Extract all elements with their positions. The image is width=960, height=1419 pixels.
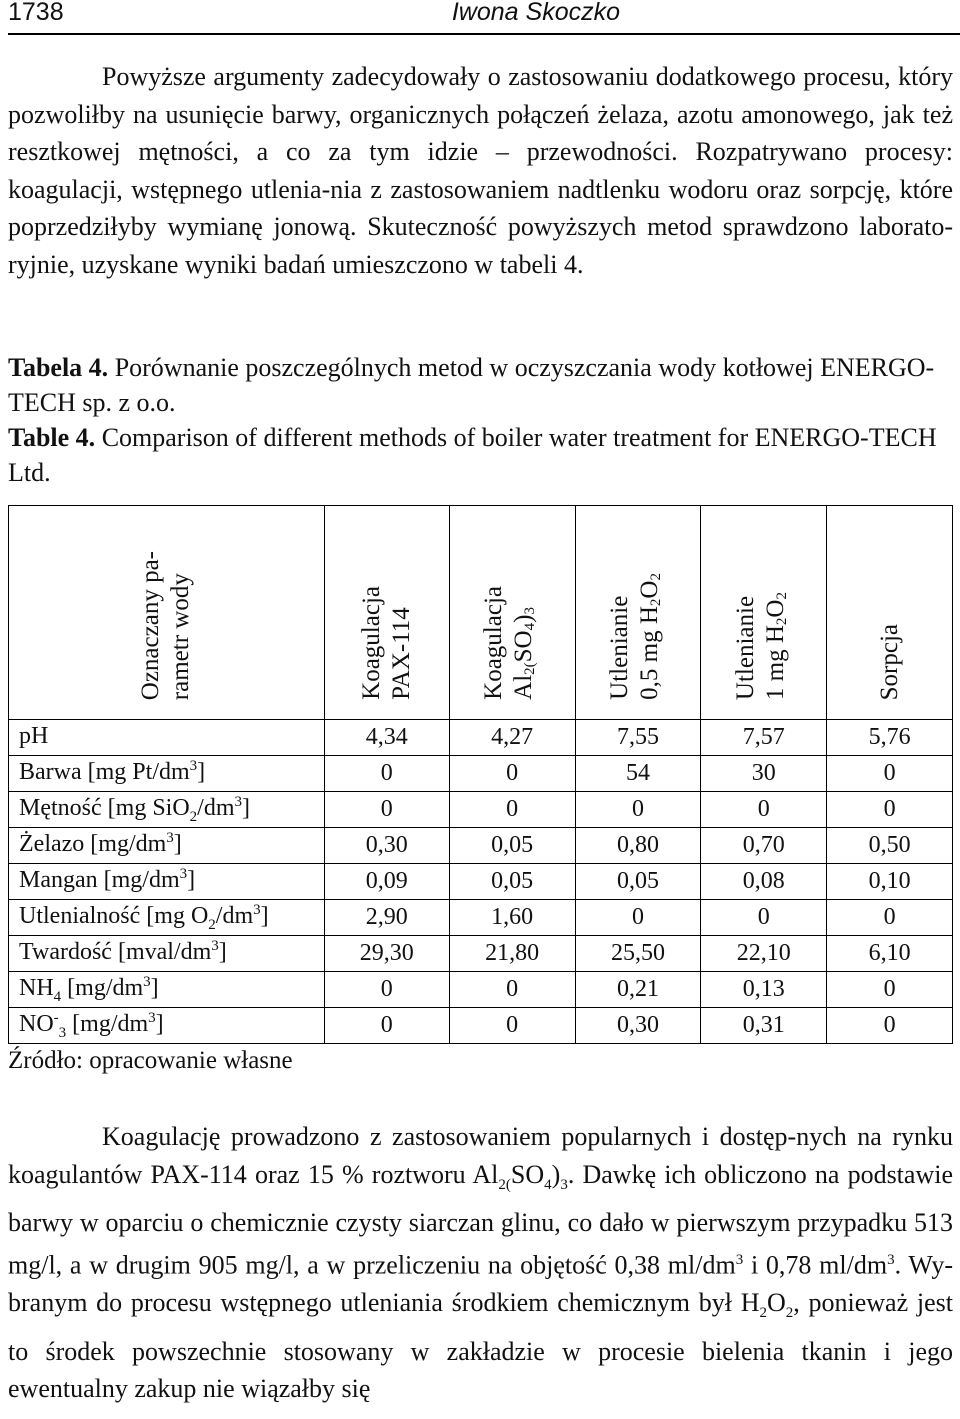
table-caption-pl [8,350,953,420]
header-coag-al: Koagulacja $Al_{2(}SO_4)_3$ [449,506,575,720]
table-row [9,1008,953,1044]
row-label: $NO^-_3$ $[mg/dm^3]$ [9,1008,325,1044]
table-caption-pl-text: Porównanie poszczególnych metod w oczyszczania wody kotłowej ENERGO-TECH sp. z o.o. [8,353,935,417]
page-header [0,0,960,34]
table-cell: 0,09 [324,864,449,900]
header-parameter: Oznaczany pa- rametr wody [9,506,325,720]
header-coag-pax: Koagulacja PAX-114 [324,506,449,720]
table-row [9,828,953,864]
table-caption-en-label: Table 4. [8,423,96,452]
coagulation-paragraph: Koagulację prowadzono z zastosowaniem popularnych i dostęp-nych na rynku koagulantów PAX-114 oraz 15 % roztworu $Al_{2(}SO_4)_3$. Dawkę ich obliczono na podstawie barwy w oparciu o chemicznie czysty siarczan glinu, co dało w pierwszym przypadku 513 mg/l, a w drugim 905 mg/l, a w przeliczeniu na objętość 0,38 $ml/dm^3$ i 0,78 $ml/dm^3$. Wy-branym do procesu wstępnego utleniania środkiem chemicznym był $H_2O_2$, ponieważ jest to środek powszechnie stosowany w zakładzie w procesie bielenia tkanin i jego ewentualny zakup nie wiązałby się [8,1122,953,1404]
row-label: Mętność [mg $SiO_2/dm^3$] [9,792,325,828]
table-header-row [9,506,953,720]
table-cell: 0 [827,1008,953,1044]
table-cell: 4,34 [324,720,449,756]
table-row [9,900,953,936]
table-cell: 0 [827,792,953,828]
table-cell: 21,80 [449,936,575,972]
table-cell: 22,10 [701,936,827,972]
table-cell: 7,55 [575,720,701,756]
table-cell: 0 [827,972,953,1008]
table-cell: 0 [449,756,575,792]
table-cell: 29,30 [324,936,449,972]
row-label: Twardość $[mval/dm^3]$ [9,936,325,972]
table-row [9,864,953,900]
table-cell: 0,05 [575,864,701,900]
table-cell: 0 [827,756,953,792]
table-cell: 0,80 [575,828,701,864]
row-label: Barwa [mg $Pt/dm^3$] [9,756,325,792]
table-cell: 7,57 [701,720,827,756]
table-cell: 0,05 [449,828,575,864]
comparison-table [8,505,953,1044]
table-cell: 0,31 [701,1008,827,1044]
header-sorption: Sorpcja [827,506,953,720]
table-cell: 0 [324,792,449,828]
running-head-author: Iwona Skoczko [451,0,620,26]
table-cell: 0,05 [449,864,575,900]
table-row [9,792,953,828]
table-cell: 0,50 [827,828,953,864]
table-cell: 0 [324,972,449,1008]
table-cell: 0,30 [324,828,449,864]
table-cell: 0,13 [701,972,827,1008]
table-caption-en [8,420,953,490]
table-cell: 0 [324,1008,449,1044]
table-cell: 0 [449,972,575,1008]
table-row [9,720,953,756]
table-caption-en-text: Comparison of different methods of boiler water treatment for ENERGO-TECH Ltd. [8,423,937,487]
table-cell: 0 [827,900,953,936]
row-label: Mangan $[mg/dm^3]$ [9,864,325,900]
table-row [9,756,953,792]
table-cell: 0 [701,792,827,828]
table-cell: 0 [449,792,575,828]
table-cell: 0,10 [827,864,953,900]
table-cell: 4,27 [449,720,575,756]
table-cell: 0 [575,900,701,936]
header-oxidation-05: Utlenianie 0,5 mg $H_2O_2$ [575,506,701,720]
table-cell: 0 [575,792,701,828]
header-rule [8,33,960,35]
table-cell: 6,10 [827,936,953,972]
page-number: 1738 [8,0,64,26]
intro-paragraph-text: Powyższe argumenty zadecydowały o zastosowaniu dodatkowego procesu, który pozwoliłby na usunięcie barwy, organicznych połączeń żelaza, azotu amonowego, jak też resztkowej mętności, a co za tym idzie – przewodności. Rozpatrywano procesy: koagulacji, wstępnego utlenia-nia z zastosowaniem nadtlenku wodoru oraz sorpcję, które poprzedziłyby wymianę jonową. Skuteczność powyższych metod sprawdzono laborato-ryjnie, uzyskane wyniki badań umieszczono w tabeli 4. [8,62,953,279]
table-cell: 25,50 [575,936,701,972]
row-label: pH [9,720,325,756]
table-cell: 0,08 [701,864,827,900]
row-label: $NH_4$ $[mg/dm^3]$ [9,972,325,1008]
row-label: Żelazo $[mg/dm^3]$ [9,828,325,864]
table-cell: 2,90 [324,900,449,936]
intro-paragraph [8,58,953,283]
header-oxidation-1: Utlenianie 1 mg $H_2O_2$ [701,506,827,720]
table-cell: 0,21 [575,972,701,1008]
table-row [9,972,953,1008]
table-cell: 5,76 [827,720,953,756]
table-row [9,936,953,972]
table-source-note: Źródło: opracowanie własne [8,1047,293,1074]
table-cell: 0,30 [575,1008,701,1044]
table-cell: 0 [449,1008,575,1044]
table-caption-pl-label: Tabela 4. [8,353,109,382]
table-cell: 0 [701,900,827,936]
table-cell: 30 [701,756,827,792]
row-label: Utlenialność [mg $O_2/dm^3$] [9,900,325,936]
table-cell: 1,60 [449,900,575,936]
table-cell: 54 [575,756,701,792]
table-cell: 0,70 [701,828,827,864]
table-cell: 0 [324,756,449,792]
